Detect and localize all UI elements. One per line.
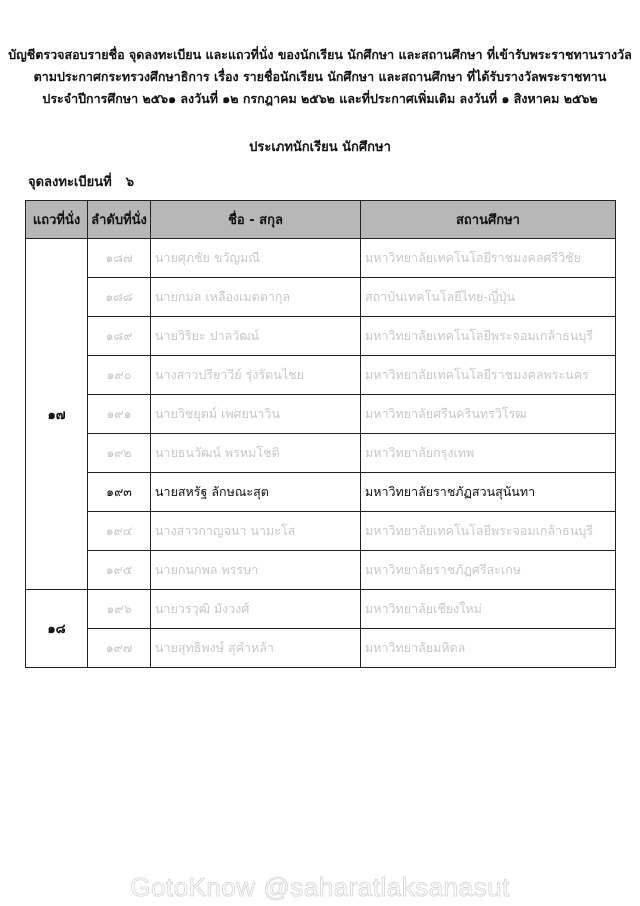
- institution-cell: มหาวิทยาลัยกรุงเทพ: [361, 434, 616, 473]
- seat-number-cell: ๑๙๒: [88, 434, 151, 473]
- row-number-cell: ๑๘: [26, 590, 88, 668]
- registration-point-label: จุดลงทะเบียนที่: [28, 175, 112, 190]
- header-full-name: ชื่อ - สกุล: [151, 201, 361, 239]
- seat-number-cell: ๑๘๗: [88, 239, 151, 278]
- institution-cell: มหาวิทยาลัยราชภัฏศรีสะเกษ: [361, 551, 616, 590]
- seat-table: [25, 200, 616, 668]
- seat-number-cell: ๑๙๗: [88, 629, 151, 668]
- table-header-row: [26, 201, 616, 239]
- full-name-cell: นายสุทธิพงษ์ สุคำหล้า: [151, 629, 361, 668]
- table-row: [26, 356, 616, 395]
- document-heading: [0, 44, 640, 110]
- heading-line-2: ตามประกาศกระทรวงศึกษาธิการ เรื่อง รายชื่อนักเรียน นักศึกษา และสถานศึกษา ที่ได้รับรางวัลพระราชทาน: [33, 69, 607, 84]
- registration-point-number: ๖: [125, 175, 134, 190]
- registration-point: [28, 171, 134, 192]
- seat-number-cell: ๑๙๔: [88, 512, 151, 551]
- institution-cell: มหาวิทยาลัยเชียงใหม่: [361, 590, 616, 629]
- seat-number-cell: ๑๙๕: [88, 551, 151, 590]
- institution-cell: มหาวิทยาลัยเทคโนโลยีราชมงคลศรีวิชัย: [361, 239, 616, 278]
- table-row: [26, 239, 616, 278]
- full-name-cell: นายสหรัฐ ลักษณะสุต: [151, 473, 361, 512]
- seat-number-cell: ๑๘๙: [88, 317, 151, 356]
- table-row: [26, 278, 616, 317]
- full-name-cell: นายกมล เหลืองเมตตากุล: [151, 278, 361, 317]
- table-row: [26, 551, 616, 590]
- seat-number-cell: ๑๙๑: [88, 395, 151, 434]
- institution-cell: มหาวิทยาลัยเทคโนโลยีพระจอมเกล้าธนบุรี: [361, 512, 616, 551]
- heading-line-1: บัญชีตรวจสอบรายชื่อ จุดลงทะเบียน และแถวที่นั่ง ของนักเรียน นักศึกษา และสถานศึกษา ที่เข้ารับพระราชทานรางวัล: [8, 47, 632, 62]
- institution-cell: มหาวิทยาลัยมหิดล: [361, 629, 616, 668]
- full-name-cell: นายวรวุฒิ มังวงศ์: [151, 590, 361, 629]
- seat-number-cell: ๑๘๘: [88, 278, 151, 317]
- institution-cell: มหาวิทยาลัยศรีนครินทรวิโรฒ: [361, 395, 616, 434]
- institution-cell: มหาวิทยาลัยเทคโนโลยีพระจอมเกล้าธนบุรี: [361, 317, 616, 356]
- seat-number-cell: ๑๙๐: [88, 356, 151, 395]
- institution-cell: มหาวิทยาลัยราชภัฏสวนสุนันทา: [361, 473, 616, 512]
- table-row: [26, 629, 616, 668]
- seat-number-cell: ๑๙๖: [88, 590, 151, 629]
- header-row-number: แถวที่นั่ง: [26, 201, 88, 239]
- seat-number-cell: ๑๙๓: [88, 473, 151, 512]
- table-row: [26, 512, 616, 551]
- institution-cell: มหาวิทยาลัยเทคโนโลยีราชมงคลพระนคร: [361, 356, 616, 395]
- full-name-cell: นางสาวกาญจนา นามะโส: [151, 512, 361, 551]
- table-row: [26, 434, 616, 473]
- header-seat-number: ลำดับที่นั่ง: [88, 201, 151, 239]
- row-number-cell: ๑๗: [26, 239, 88, 590]
- heading-line-3: ประจำปีการศึกษา ๒๕๖๑ ลงวันที่ ๑๒ กรกฎาคม ๒๕๖๒ และที่ประกาศเพิ่มเติม ลงวันที่ ๑ สิงหาคม ๒๕๖๒: [42, 91, 598, 106]
- table-body: [26, 239, 616, 668]
- full-name-cell: นายกนกพล พรรษา: [151, 551, 361, 590]
- table-row: [26, 395, 616, 434]
- watermark: GotoKnow @saharatlaksanasut: [130, 872, 510, 902]
- table-row: [26, 473, 616, 512]
- full-name-cell: นายศุภชัย ขวัญมณี: [151, 239, 361, 278]
- full-name-cell: นายวิริยะ ปาลวัฒน์: [151, 317, 361, 356]
- institution-cell: สถาบันเทคโนโลยีไทย-ญี่ปุ่น: [361, 278, 616, 317]
- category-title: ประเภทนักเรียน นักศึกษา: [249, 140, 391, 155]
- full-name-cell: นางสาวปรียาวีย์ รุ่งรัตนไชย: [151, 356, 361, 395]
- header-institution: สถานศึกษา: [361, 201, 616, 239]
- table-row: [26, 317, 616, 356]
- full-name-cell: นายวิชยุตม์ เพศยนาวิน: [151, 395, 361, 434]
- table-row: [26, 590, 616, 629]
- full-name-cell: นายธนวัฒน์ พรหมโชติ: [151, 434, 361, 473]
